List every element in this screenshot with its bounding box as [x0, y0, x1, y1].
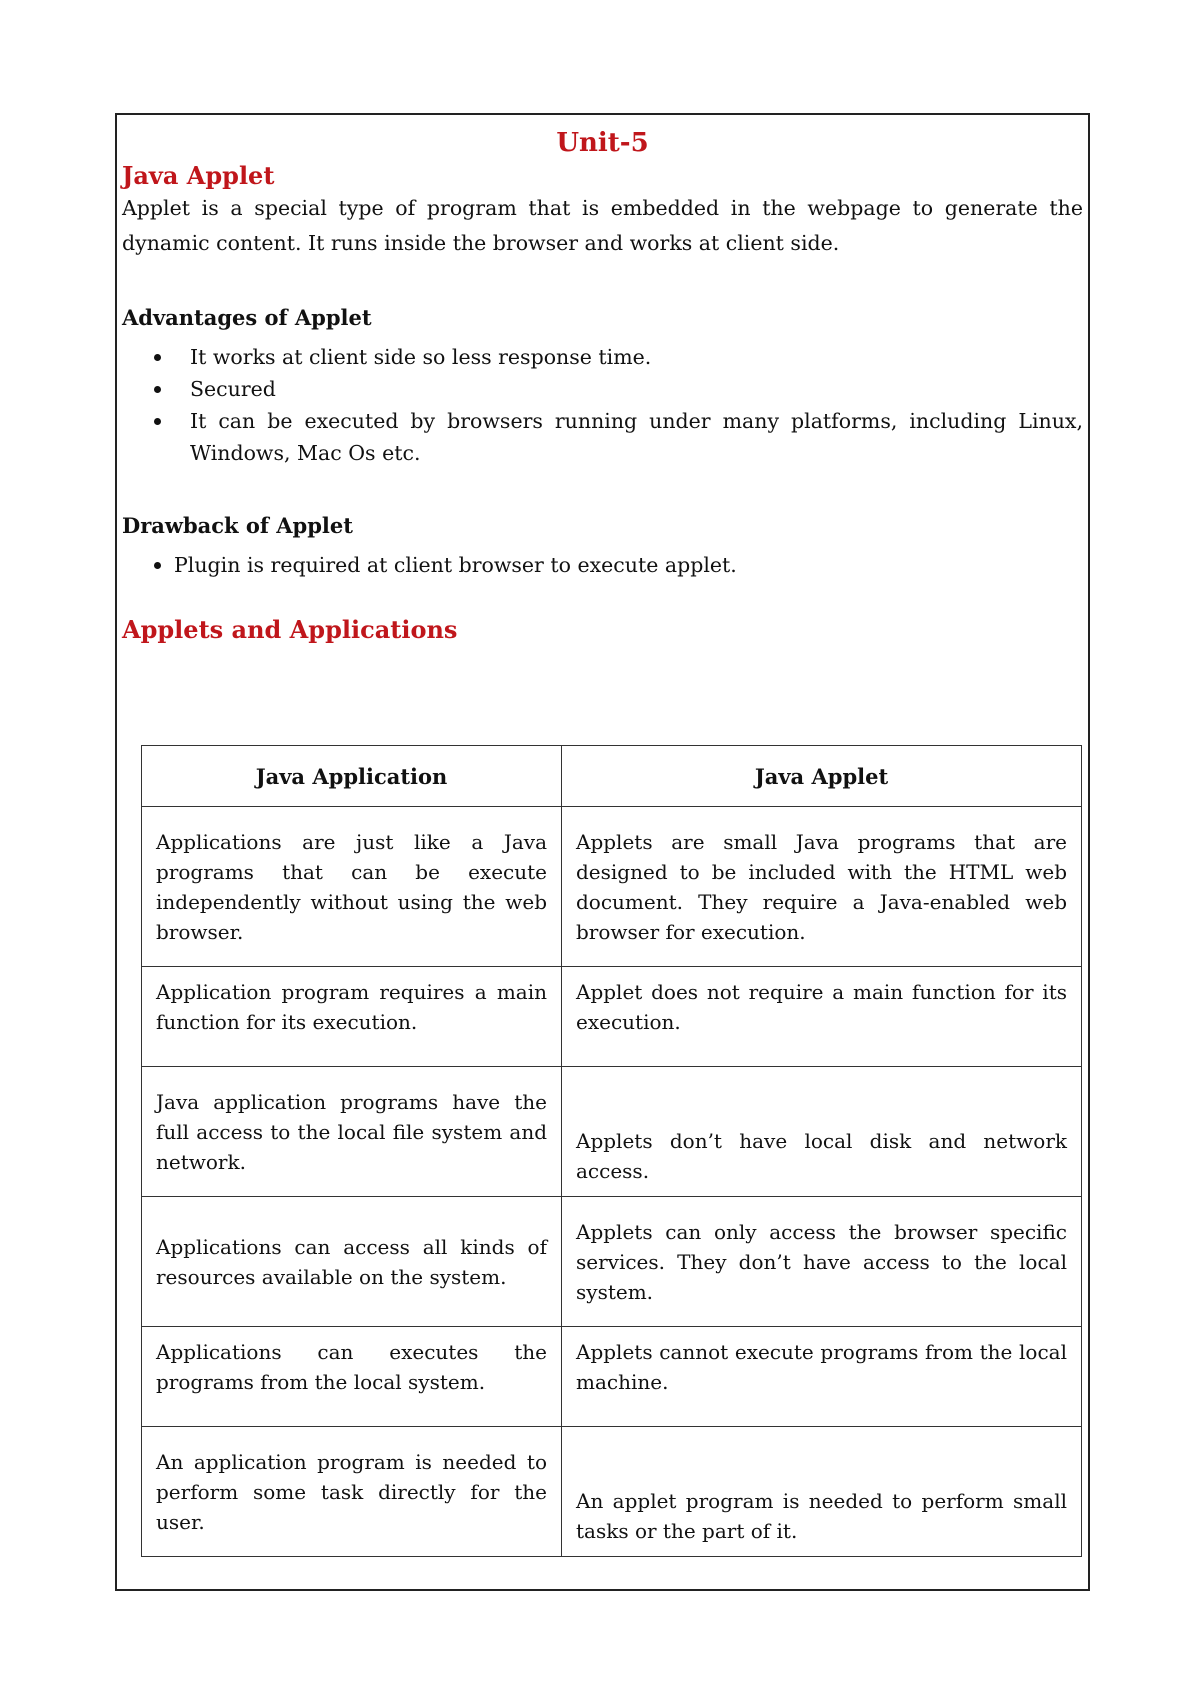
table-cell: Java application programs have the full access to the local file system and network.: [142, 1067, 562, 1197]
table-cell: Applications can executes the programs from the local system.: [142, 1327, 562, 1427]
table-cell: Applets cannot execute programs from the local machine.: [562, 1327, 1082, 1427]
advantages-list: [122, 341, 1083, 469]
comparison-table: [141, 745, 1082, 1557]
unit-title: Unit-5: [556, 128, 649, 158]
table-cell: An applet program is needed to perform small tasks or the part of it.: [562, 1427, 1082, 1557]
section-title-applets-and-applications: Applets and Applications: [122, 615, 458, 644]
column-header-java-applet: Java Applet: [562, 746, 1082, 807]
list-item: [190, 405, 1083, 469]
list-item: [190, 373, 1083, 405]
table-cell: Applets don’t have local disk and network access.: [562, 1067, 1082, 1197]
bullet-icon: [154, 354, 161, 361]
table-cell: Applet does not require a main function for its execution.: [562, 967, 1082, 1067]
list-item-text: Secured: [190, 377, 276, 401]
list-item-text: It works at client side so less response time.: [190, 345, 652, 369]
list-item: [174, 549, 1083, 581]
table-row: [142, 967, 1082, 1067]
page-frame: [115, 113, 1090, 1591]
bullet-icon: [154, 562, 161, 569]
list-item-text: Plugin is required at client browser to execute applet.: [174, 553, 737, 577]
table-cell: Applications can access all kinds of resources available on the system.: [142, 1197, 562, 1327]
section-title-java-applet: Java Applet: [122, 161, 275, 190]
table-row: [142, 807, 1082, 967]
table-cell: Applets can only access the browser specific services. They don’t have access to the local system.: [562, 1197, 1082, 1327]
drawback-heading: Drawback of Applet: [122, 513, 353, 538]
table-row: [142, 1197, 1082, 1327]
table-row: [142, 1427, 1082, 1557]
table-row: [142, 1067, 1082, 1197]
advantages-heading: Advantages of Applet: [122, 305, 372, 330]
table-cell: An application program is needed to perform some task directly for the user.: [142, 1427, 562, 1557]
intro-paragraph: Applet is a special type of program that is embedded in the webpage to generate the dynamic content. It runs inside the browser and works at client side.: [122, 196, 1083, 255]
list-item-text: It can be executed by browsers running under many platforms, including Linux, Windows, Mac Os etc.: [190, 409, 1083, 465]
table-cell: Applications are just like a Java programs that can be execute independently without using the web browser.: [142, 807, 562, 967]
column-header-java-application: Java Application: [142, 746, 562, 807]
table-cell: Application program requires a main function for its execution.: [142, 967, 562, 1067]
table-header-row: [142, 746, 1082, 807]
bullet-icon: [154, 386, 161, 393]
table-cell: Applets are small Java programs that are designed to be included with the HTML web document. They require a Java-enabled web browser for execution.: [562, 807, 1082, 967]
list-item: [190, 341, 1083, 373]
bullet-icon: [154, 418, 161, 425]
drawback-list: [122, 549, 1083, 581]
table-row: [142, 1327, 1082, 1427]
